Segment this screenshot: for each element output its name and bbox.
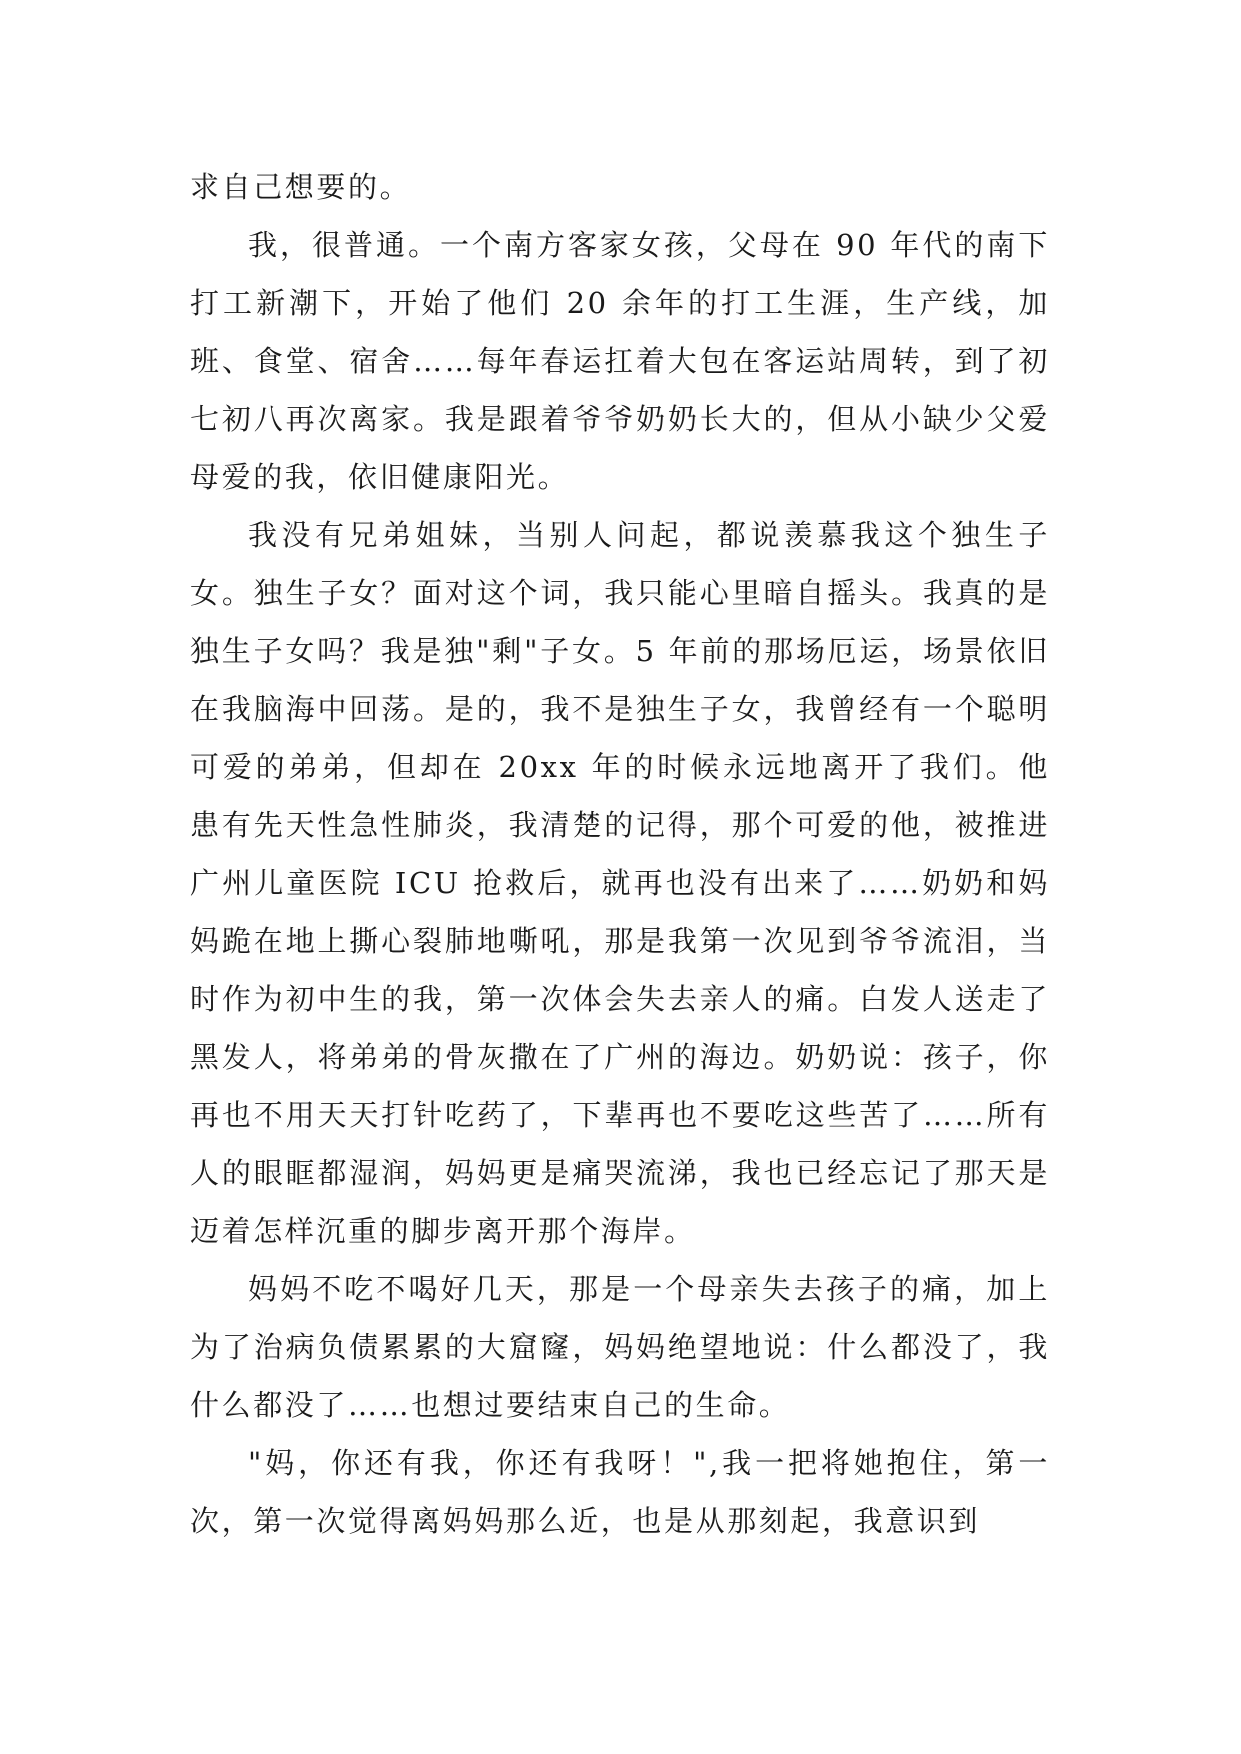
paragraph-brother: 我没有兄弟姐妹，当别人问起，都说羡慕我这个独生子女。独生子女？面对这个词，我只能心里暗自摇头。我真的是独生子女吗？我是独"剩"子女。5 年前的那场厄运，场景依旧在我脑海中回荡。是的，我不是独生子女，我曾经有一个聪明可爱的弟弟，但却在 20xx 年的时候永远地离开了我们。他患有先天性急性肺炎，我清楚的记得，那个可爱的他，被推进广州儿童医院 ICU 抢救后，就再也没有出来了……奶奶和妈妈跪在地上撕心裂肺地嘶吼，那是我第一次见到爷爷流泪，当时作为初中生的我，第一次体会失去亲人的痛。白发人送走了黑发人，将弟弟的骨灰撒在了广州的海边。奶奶说：孩子，你再也不用天天打针吃药了，下辈再也不要吃这些苦了……所有人的眼眶都湿润，妈妈更是痛哭流涕，我也已经忘记了那天是迈着怎样沉重的脚步离开那个海岸。 [190, 518, 1050, 1248]
paragraph-continued: 求自己想要的。 [190, 170, 412, 204]
paragraph-background: 我，很普通。一个南方客家女孩，父母在 90 年代的南下打工新潮下，开始了他们 20 余年的打工生涯，生产线，加班、食堂、宿舍……每年春运扛着大包在客运站周转，到了初七初八再次离家。我是跟着爷爷奶奶长大的，但从小缺少父爱母爱的我，依旧健康阳光。 [190, 228, 1050, 494]
paragraph-embrace: "妈，你还有我，你还有我呀！",我一把将她抱住，第一次，第一次觉得离妈妈那么近，也是从那刻起，我意识到 [190, 1446, 1050, 1538]
paragraph-mother-grief: 妈妈不吃不喝好几天，那是一个母亲失去孩子的痛，加上为了治病负债累累的大窟窿，妈妈绝望地说：什么都没了，我什么都没了……也想过要结束自己的生命。 [190, 1272, 1050, 1422]
body-text [190, 158, 1050, 1550]
